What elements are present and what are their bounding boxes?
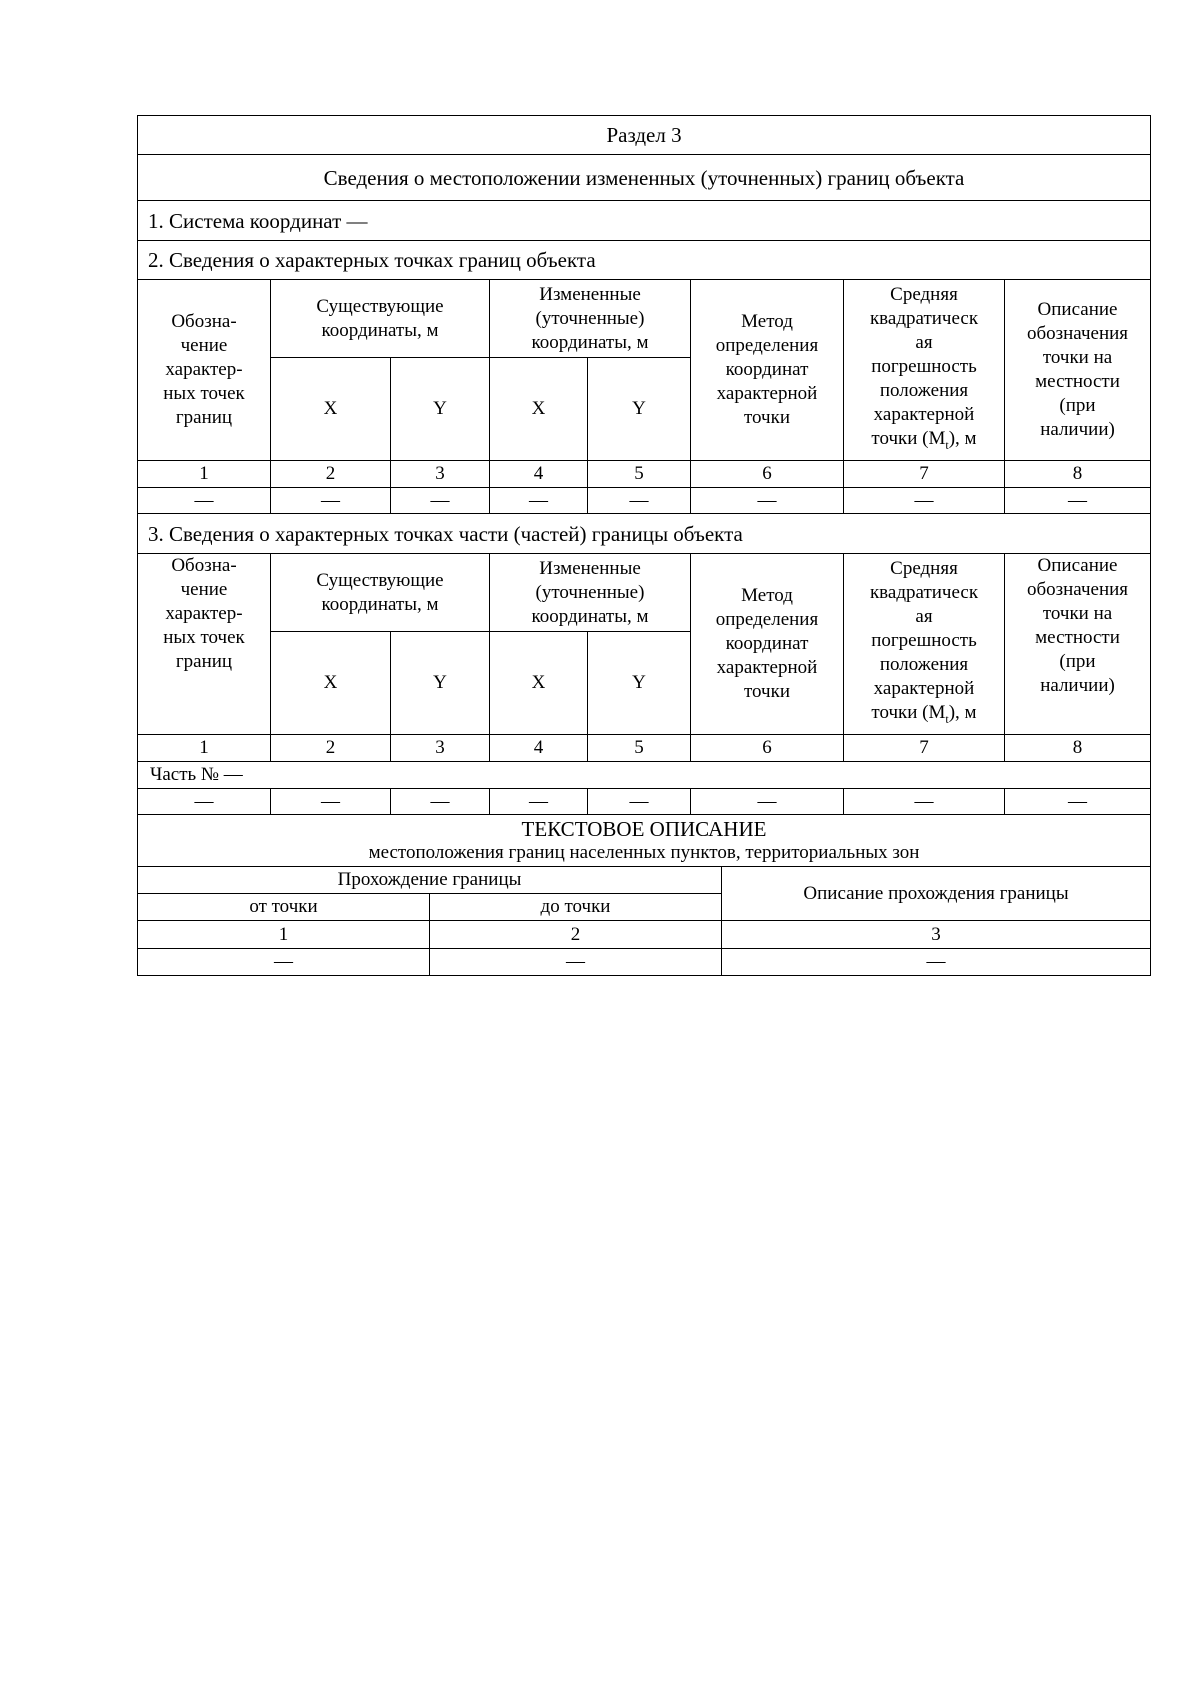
- p3-cell: —: [1005, 789, 1151, 815]
- p2-cell: —: [1005, 488, 1151, 514]
- p2-header-error-sub: t: [945, 437, 949, 452]
- p2-header-x1: X: [271, 358, 391, 461]
- p2-col-number: 5: [588, 461, 691, 488]
- p3-cell: —: [391, 789, 490, 815]
- p3-col-number: 6: [691, 735, 844, 762]
- p3-col-number: 5: [588, 735, 691, 762]
- p3-col-number: 4: [490, 735, 588, 762]
- p3-header-error-sub: t: [945, 711, 949, 726]
- p2-col-number: 2: [271, 461, 391, 488]
- p2-header-description: Описание обозначения точки на местности (при наличии): [1005, 280, 1151, 461]
- passage-header: Прохождение границы: [138, 867, 722, 894]
- p2-cell: —: [691, 488, 844, 514]
- p2-header-existing: Существующие координаты, м: [271, 280, 490, 358]
- p3-col-number: 8: [1005, 735, 1151, 762]
- p3-header-method: Метод определения координат характерной точки: [691, 554, 844, 735]
- p3-header-changed: Измененные (уточненные) координаты, м: [490, 554, 691, 632]
- p3-cell: —: [271, 789, 391, 815]
- p2-header-changed: Измененные (уточненные) координаты, м: [490, 280, 691, 358]
- p3-col-number: 3: [391, 735, 490, 762]
- p3-cell: —: [588, 789, 691, 815]
- p2-cell: —: [588, 488, 691, 514]
- section-3-table: [137, 115, 1151, 815]
- p2-header-y2: Y: [588, 358, 691, 461]
- text-description-header: [138, 815, 1151, 867]
- part3-heading: 3. Сведения о характерных точках части (частей) границы объекта: [138, 514, 1151, 554]
- p2-header-error: Средняя квадратическ ая погрешность положения характерной точки $(M_t)$, м: [844, 280, 1005, 461]
- p2-cell: —: [271, 488, 391, 514]
- td-col-number: 2: [430, 921, 722, 949]
- text-description-table: [137, 814, 1151, 976]
- p3-cell: —: [691, 789, 844, 815]
- p2-header-y1: Y: [391, 358, 490, 461]
- td-col-number: 3: [722, 921, 1151, 949]
- p3-cell: —: [844, 789, 1005, 815]
- section-subtitle: Сведения о местоположении измененных (уточненных) границ объекта: [138, 155, 1151, 201]
- p2-cell: —: [138, 488, 271, 514]
- p2-col-number: 7: [844, 461, 1005, 488]
- description-header: Описание прохождения границы: [722, 867, 1151, 921]
- p3-col-number: 1: [138, 735, 271, 762]
- to-point-header: до точки: [430, 894, 722, 921]
- p2-header-designation: Обозна- чение характер- ных точек границ: [138, 280, 271, 461]
- p3-col-number: 7: [844, 735, 1005, 762]
- section-title: Раздел 3: [138, 116, 1151, 155]
- p2-header-x2: X: [490, 358, 588, 461]
- from-point-header: от точки: [138, 894, 430, 921]
- p3-header-x1: X: [271, 632, 391, 735]
- p3-header-y2: Y: [588, 632, 691, 735]
- p2-col-number: 3: [391, 461, 490, 488]
- p3-header-error: Средняя квадратическ ая погрешность положения характерной точки $(M_t)$, м: [844, 554, 1005, 735]
- part-number-label: Часть № —: [138, 762, 1151, 789]
- p2-header-method: Метод определения координат характерной точки: [691, 280, 844, 461]
- p3-cell: —: [490, 789, 588, 815]
- p2-col-number: 6: [691, 461, 844, 488]
- p3-cell: —: [138, 789, 271, 815]
- p2-col-number: 8: [1005, 461, 1151, 488]
- coord-system: 1. Система координат —: [138, 201, 1151, 241]
- p2-col-number: 1: [138, 461, 271, 488]
- td-col-number: 1: [138, 921, 430, 949]
- p3-header-designation: Обозна- чение характер- ных точек границ: [138, 554, 271, 735]
- td-cell: —: [430, 949, 722, 976]
- td-cell: —: [722, 949, 1151, 976]
- p2-cell: —: [844, 488, 1005, 514]
- p2-cell: —: [391, 488, 490, 514]
- p3-header-y1: Y: [391, 632, 490, 735]
- part2-heading: 2. Сведения о характерных точках границ объекта: [138, 241, 1151, 280]
- text-description-title: ТЕКСТОВОЕ ОПИСАНИЕ: [521, 816, 767, 841]
- p2-cell: —: [490, 488, 588, 514]
- p2-col-number: 4: [490, 461, 588, 488]
- p3-header-x2: X: [490, 632, 588, 735]
- p3-header-description: Описание обозначения точки на местности (при наличии): [1005, 554, 1151, 735]
- text-description-subtitle: местоположения границ населенных пунктов, территориальных зон: [368, 841, 920, 863]
- p3-col-number: 2: [271, 735, 391, 762]
- td-cell: —: [138, 949, 430, 976]
- p3-header-existing: Существующие координаты, м: [271, 554, 490, 632]
